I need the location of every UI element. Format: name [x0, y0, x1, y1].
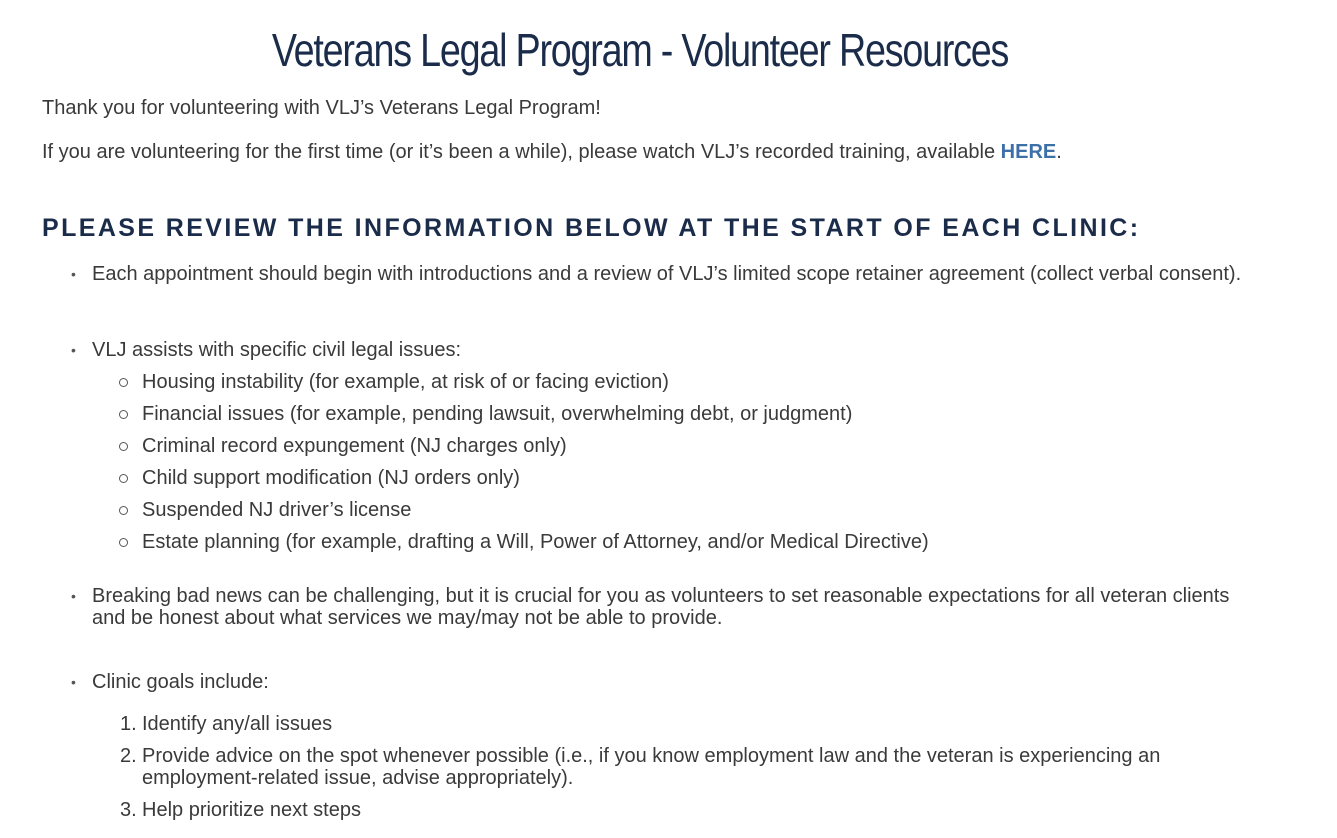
goal-text: Identify any/all issues: [142, 713, 333, 735]
bullet-clinic-goals: • Clinic goals include:: [92, 671, 1252, 693]
issue-item: Criminal record expungement (NJ charges only): [142, 435, 567, 457]
bullet-bad-news: • Breaking bad news can be challenging, but it is crucial for you as volunteers to set reasonable expectations for all veteran clients and be honest about what services we may/may not be able to provide.: [92, 585, 1252, 629]
bullet-retainer: • Each appointment should begin with introductions and a review of VLJ’s limited scope retainer agreement (collect verbal consent).: [92, 263, 1252, 285]
goal-item: [120, 713, 1242, 735]
goal-item: [120, 799, 1242, 821]
intro-training-text: If you are volunteering for the first time (or it’s been a while), please watch VLJ’s recorded training, available: [42, 141, 1001, 163]
goal-text: Provide advice on the spot whenever possible (i.e., if you know employment law and the veteran is experiencing an employment-related issue, advise appropriately).: [142, 745, 1161, 789]
section-heading: PLEASE REVIEW THE INFORMATION BELOW AT THE START OF EACH CLINIC:: [42, 214, 1141, 242]
issue-item: Child support modification (NJ orders only): [142, 467, 520, 489]
goal-number: 2.: [120, 745, 137, 767]
issue-item: Suspended NJ driver’s license: [142, 499, 412, 521]
goal-text: Help prioritize next steps: [142, 799, 361, 821]
intro-thanks: Thank you for volunteering with VLJ’s Veterans Legal Program!: [42, 97, 601, 119]
issue-item: Financial issues (for example, pending lawsuit, overwhelming debt, or judgment): [142, 403, 853, 425]
goal-number: 1.: [120, 713, 137, 735]
intro-training: [42, 140, 1062, 164]
page-title: Veterans Legal Program - Volunteer Resources: [271, 24, 1009, 76]
goal-number: 3.: [120, 799, 137, 821]
issue-item: Housing instability (for example, at risk of or facing eviction): [142, 371, 669, 393]
intro-training-end: .: [1056, 141, 1062, 163]
issue-item: Estate planning (for example, drafting a Will, Power of Attorney, and/or Medical Directive): [142, 531, 929, 553]
goal-item: [120, 745, 1242, 789]
bullet-civil-issues: • VLJ assists with specific civil legal issues:: [92, 339, 1252, 361]
training-link[interactable]: HERE: [1000, 141, 1057, 163]
